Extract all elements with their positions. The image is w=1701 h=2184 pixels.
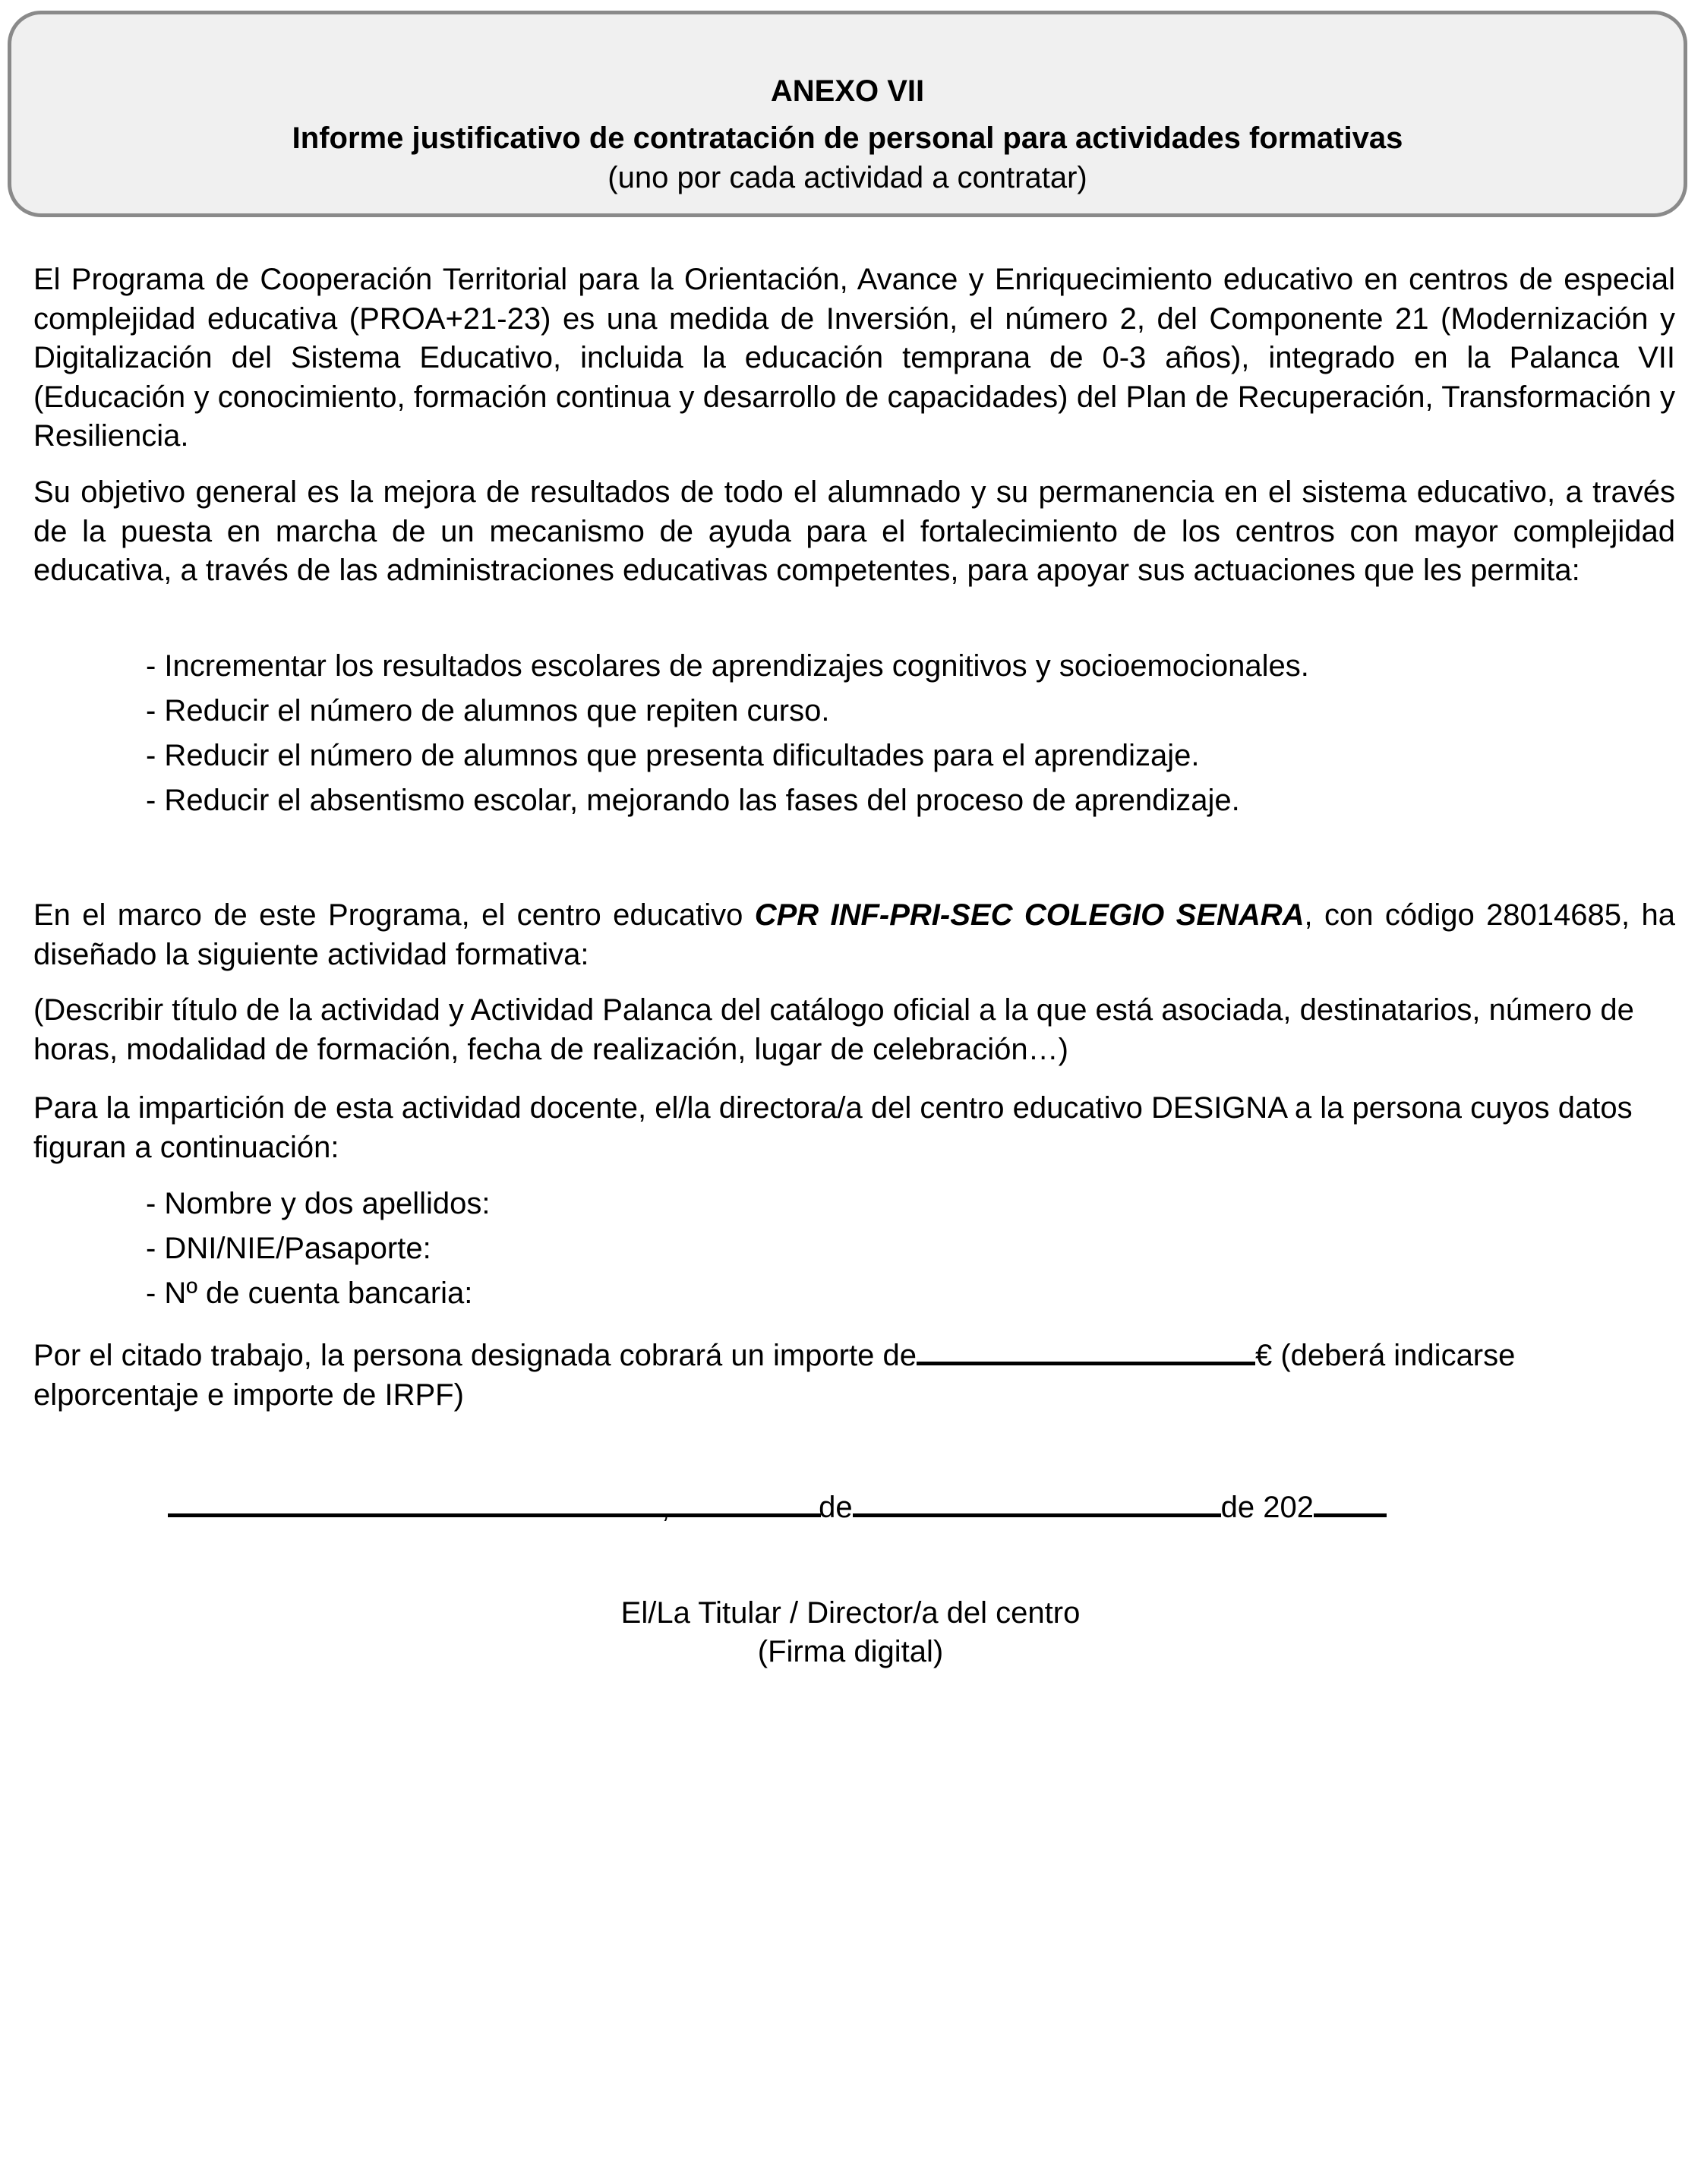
frame-prefix: En el marco de este Programa, el centro educativo bbox=[33, 898, 755, 932]
objective-text: Su objetivo general es la mejora de resultados de todo el alumnado y su permanencia en el sistema educativo, a través de la puesta en marcha de un mecanismo de ayuda para el fortalecimiento de los centros con mayor complejidad educativa, a través de las administraciones educativas competentes, para apoyar sus actuaciones que les permita: bbox=[33, 475, 1675, 588]
annex-label: ANEXO VII bbox=[770, 74, 925, 108]
signature-note: (Firma digital) bbox=[757, 1635, 944, 1668]
goal-item: - Reducir el número de alumnos que presenta dificultades para el aprendizaje. bbox=[146, 739, 1200, 772]
objective-paragraph bbox=[33, 473, 1675, 591]
annex-header-box bbox=[8, 11, 1687, 217]
intro-text: El Programa de Cooperación Territorial para la Orientación, Avance y Enriquecimiento educativo en centros de especial complejidad educativa (PROA+21-23) es una medida de Inversión, el número 2, del Componente 21 (Modernización y Digitalización del Sistema Educativo, incluida la educación temprana de 0-3 años), integrado en la Palanca VII (Educación y conocimiento, formación continua y desarrollo de capacidades) del Plan de Recuperación, Transformación y Resiliencia. bbox=[33, 263, 1675, 453]
month-blank-field[interactable] bbox=[853, 1485, 1221, 1517]
person-fields-list bbox=[146, 1182, 491, 1316]
payment-suffix: € (deberá indicarse elporcentaje e importe de IRPF) bbox=[33, 1339, 1516, 1412]
comma: , bbox=[661, 1491, 671, 1524]
person-field-name: - Nombre y dos apellidos: bbox=[146, 1187, 491, 1220]
amount-blank-field[interactable] bbox=[917, 1333, 1255, 1365]
person-field-bank: - Nº de cuenta bancaria: bbox=[146, 1277, 473, 1310]
place-date-line bbox=[168, 1485, 1387, 1527]
frame-text bbox=[33, 896, 1675, 974]
goal-item: - Incrementar los resultados escolares de aprendizajes cognitivos y socioemocionales. bbox=[146, 649, 1309, 683]
designate-paragraph bbox=[33, 1089, 1675, 1167]
designate-text: Para la impartición de esta actividad docente, el/la directora/a del centro educativo DESIGNA a la persona cuyos datos figuran a continuación: bbox=[33, 1091, 1633, 1164]
de-label: de bbox=[819, 1491, 853, 1524]
day-blank-field[interactable] bbox=[670, 1485, 819, 1517]
document-title: Informe justificativo de contratación de personal para actividades formativas bbox=[292, 122, 1403, 155]
year-blank-field[interactable] bbox=[1314, 1485, 1387, 1517]
document-subtitle: (uno por cada actividad a contratar) bbox=[608, 161, 1087, 194]
payment-prefix: Por el citado trabajo, la persona designada cobrará un importe de bbox=[33, 1339, 917, 1372]
payment-text bbox=[33, 1333, 1675, 1415]
goal-item: - Reducir el número de alumnos que repiten curso. bbox=[146, 694, 830, 727]
goal-item: - Reducir el absentismo escolar, mejorando las fases del proceso de aprendizaje. bbox=[146, 784, 1240, 817]
describe-paragraph bbox=[33, 991, 1675, 1069]
signer-role: El/La Titular / Director/a del centro bbox=[620, 1596, 1081, 1630]
person-field-id: - DNI/NIE/Pasaporte: bbox=[146, 1232, 431, 1265]
school-name: CPR INF-PRI-SEC COLEGIO SENARA bbox=[754, 898, 1305, 932]
frame-suffix: , con código 28014685, ha diseñado la siguiente actividad formativa: bbox=[33, 898, 1675, 971]
frame-paragraph bbox=[33, 896, 1675, 974]
payment-paragraph bbox=[33, 1333, 1675, 1415]
describe-text: (Describir título de la actividad y Actividad Palanca del catálogo oficial a la que está asociada, destinatarios, número de horas, modalidad de formación, fecha de realización, lugar de celebración…) bbox=[33, 993, 1634, 1066]
intro-paragraph bbox=[33, 260, 1675, 456]
year-label: de 202 bbox=[1220, 1491, 1314, 1524]
goals-list bbox=[146, 644, 1309, 823]
